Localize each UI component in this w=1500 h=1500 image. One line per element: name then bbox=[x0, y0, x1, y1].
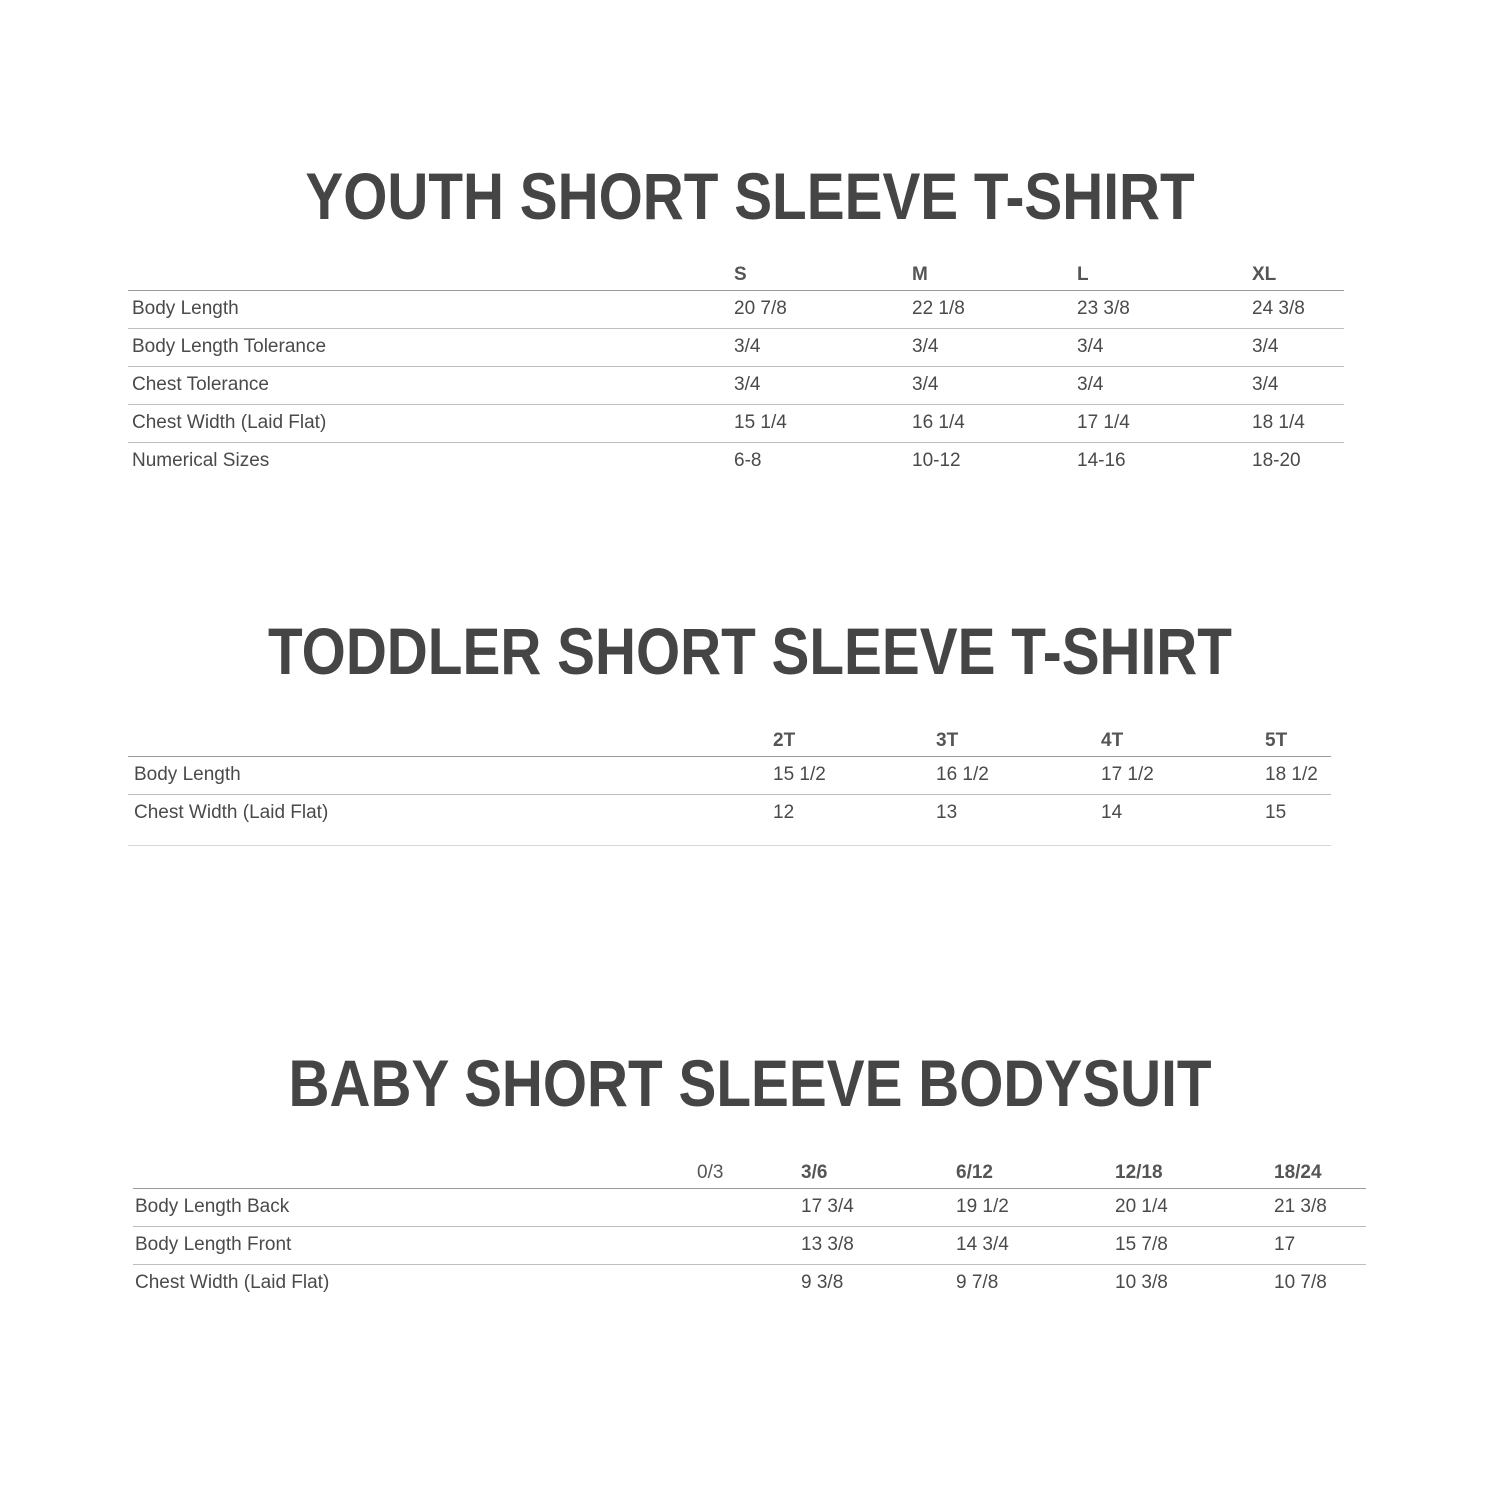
row-label: Numerical Sizes bbox=[132, 450, 270, 471]
table-cell: 17 1/2 bbox=[1101, 764, 1154, 785]
size-header: 12/18 bbox=[1115, 1162, 1163, 1183]
table-cell: 15 1/2 bbox=[773, 764, 826, 785]
size-header: 18/24 bbox=[1274, 1162, 1322, 1183]
table-cell: 10 7/8 bbox=[1274, 1272, 1327, 1293]
table-cell: 18-20 bbox=[1252, 450, 1301, 471]
table-cell: 10-12 bbox=[912, 450, 961, 471]
table-cell: 9 3/8 bbox=[801, 1272, 844, 1293]
table-row bbox=[128, 290, 1344, 328]
table-row bbox=[133, 1188, 1366, 1226]
size-header: L bbox=[1077, 264, 1089, 285]
table-cell: 17 3/4 bbox=[801, 1196, 854, 1217]
table-cell: 14 bbox=[1101, 802, 1123, 823]
table-cell: 3/4 bbox=[1077, 374, 1104, 395]
row-label: Chest Width (Laid Flat) bbox=[135, 1272, 330, 1293]
table-cell: 14-16 bbox=[1077, 450, 1126, 471]
row-label: Chest Tolerance bbox=[132, 374, 269, 395]
table-cell: 3/4 bbox=[1252, 336, 1279, 357]
youth-title: YOUTH SHORT SLEEVE T-SHIRT bbox=[305, 159, 1195, 233]
table-cell: 15 1/4 bbox=[734, 412, 787, 433]
table-cell: 16 1/4 bbox=[912, 412, 965, 433]
table-row bbox=[133, 1226, 1366, 1264]
size-header: 6/12 bbox=[956, 1162, 993, 1183]
table-cell: 22 1/8 bbox=[912, 298, 965, 319]
table-cell: 20 1/4 bbox=[1115, 1196, 1168, 1217]
table-cell: 9 7/8 bbox=[956, 1272, 999, 1293]
table-cell: 14 3/4 bbox=[956, 1234, 1009, 1255]
table-cell: 3/4 bbox=[912, 374, 939, 395]
size-header: 0/3 bbox=[697, 1162, 724, 1183]
table-header-row bbox=[133, 1158, 1366, 1188]
table-cell: 3/4 bbox=[734, 336, 761, 357]
table-row bbox=[128, 404, 1344, 442]
table-cell: 19 1/2 bbox=[956, 1196, 1009, 1217]
table-cell: 21 3/8 bbox=[1274, 1196, 1327, 1217]
size-header: S bbox=[734, 264, 747, 285]
table-cell: 18 1/2 bbox=[1265, 764, 1318, 785]
baby-title: BABY SHORT SLEEVE BODYSUIT bbox=[288, 1046, 1212, 1120]
table-cell: 15 7/8 bbox=[1115, 1234, 1168, 1255]
table-cell: 3/4 bbox=[1252, 374, 1279, 395]
size-header: 3/6 bbox=[801, 1162, 828, 1183]
divider bbox=[128, 845, 1331, 846]
row-label: Body Length Tolerance bbox=[132, 336, 327, 357]
table-cell: 20 7/8 bbox=[734, 298, 787, 319]
table-cell: 15 bbox=[1265, 802, 1287, 823]
table-row bbox=[128, 756, 1331, 794]
size-header: XL bbox=[1252, 264, 1277, 285]
row-label: Body Length Front bbox=[135, 1234, 292, 1255]
table-cell: 17 1/4 bbox=[1077, 412, 1130, 433]
size-header: 5T bbox=[1265, 730, 1288, 751]
table-row bbox=[133, 1264, 1366, 1302]
table-cell: 23 3/8 bbox=[1077, 298, 1130, 319]
table-cell: 3/4 bbox=[734, 374, 761, 395]
size-header: 2T bbox=[773, 730, 796, 751]
table-cell: 3/4 bbox=[912, 336, 939, 357]
row-label: Chest Width (Laid Flat) bbox=[134, 802, 329, 823]
table-cell: 24 3/8 bbox=[1252, 298, 1305, 319]
table-cell: 3/4 bbox=[1077, 336, 1104, 357]
table-cell: 6-8 bbox=[734, 450, 762, 471]
table-header-row bbox=[128, 726, 1331, 756]
table-cell: 18 1/4 bbox=[1252, 412, 1305, 433]
row-label: Body Length bbox=[132, 298, 239, 319]
row-label: Body Length Back bbox=[135, 1196, 290, 1217]
table-row bbox=[128, 328, 1344, 366]
table-cell: 13 3/8 bbox=[801, 1234, 854, 1255]
table-cell: 17 bbox=[1274, 1234, 1296, 1255]
size-header: M bbox=[912, 264, 928, 285]
table-cell: 16 1/2 bbox=[936, 764, 989, 785]
table-cell: 13 bbox=[936, 802, 958, 823]
table-cell: 10 3/8 bbox=[1115, 1272, 1168, 1293]
table-row bbox=[128, 442, 1344, 480]
row-label: Body Length bbox=[134, 764, 241, 785]
table-row bbox=[128, 794, 1331, 832]
row-label: Chest Width (Laid Flat) bbox=[132, 412, 327, 433]
table-row bbox=[128, 366, 1344, 404]
toddler-title: TODDLER SHORT SLEEVE T-SHIRT bbox=[268, 614, 1232, 688]
table-header-row bbox=[128, 260, 1344, 290]
table-cell: 12 bbox=[773, 802, 795, 823]
size-header: 3T bbox=[936, 730, 959, 751]
size-header: 4T bbox=[1101, 730, 1124, 751]
